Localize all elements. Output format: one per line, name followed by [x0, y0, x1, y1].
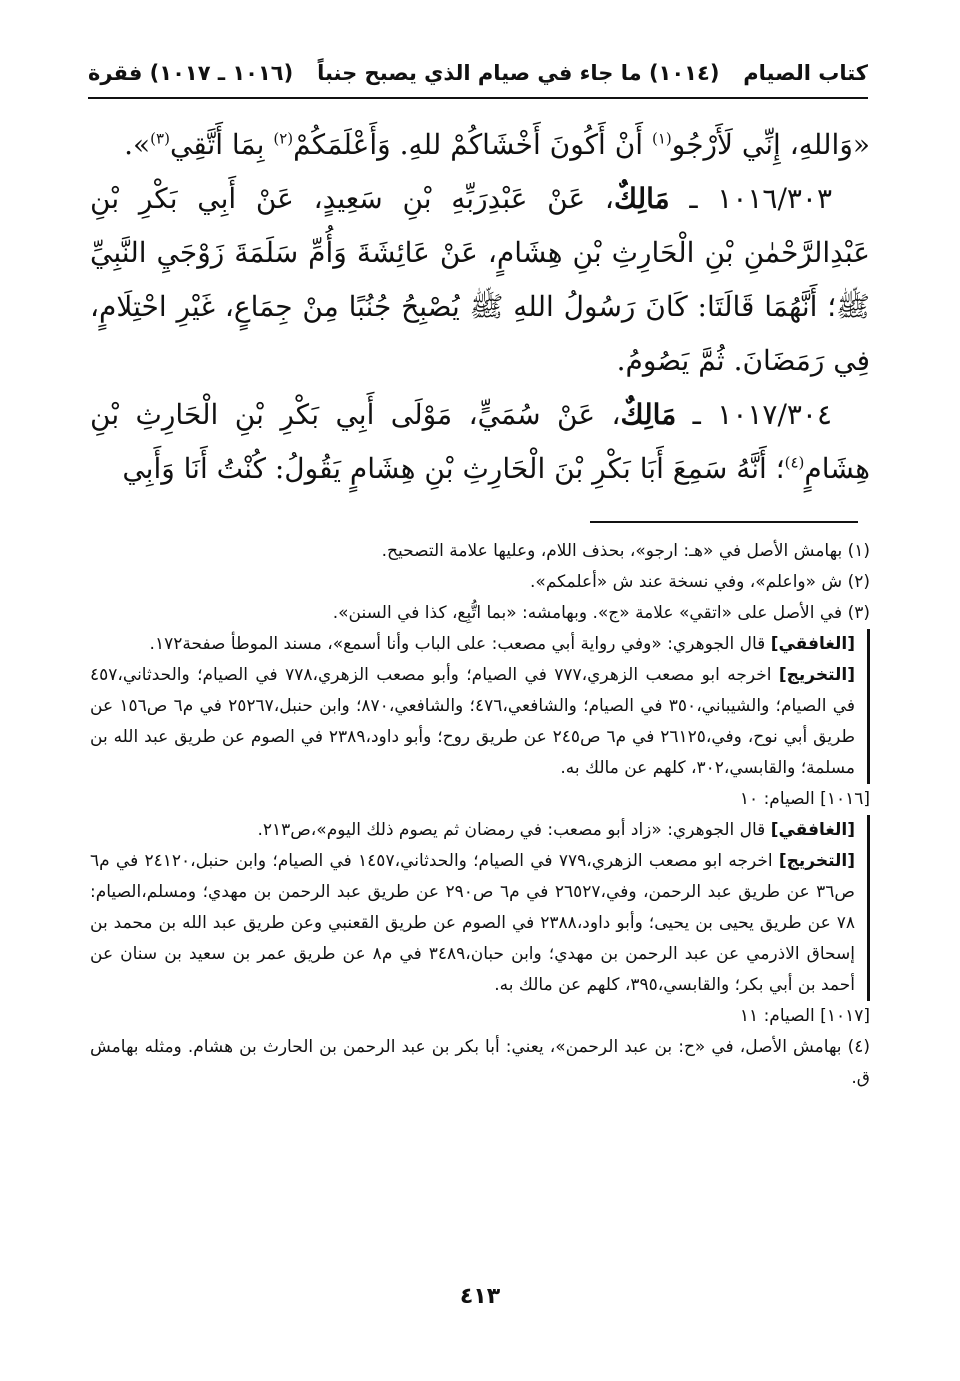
footnote-ref-4[interactable]: (٤) — [784, 453, 805, 472]
text-segment: «وَاللهِ، إِنِّي لَأَرْجُو — [671, 128, 870, 161]
note-text: اخرجه ابو مصعب الزهري،٧٧٧ في الصيام؛ وأبو مصعب الزهري،٧٧٨ في الصيام؛ والحدثاني،٤٥٧ في الصيام؛ والشيباني،٣٥٠ في الصيام؛ والشافعي،٤٧٦؛ والشافعي،٨٧٠؛ وابن حنبل،٢٥٢٦٧ في م٦ ص١٥٦ عن طريق أبي نوح، وفي،٢٦١٢٥ في م٦ ص٢٤٥ عن طريق روح؛ وأبو داود،٢٣٨٩ في الصوم عن طريق عبد الله بن مسلمة؛ والقابسي،٣٠٢، كلهم عن مالك به. — [90, 665, 856, 778]
footnote-ref-1[interactable]: (١) — [651, 129, 672, 148]
header-rule — [88, 97, 868, 99]
hadith-1017 — [90, 388, 870, 496]
ref-1017: [١٠١٧] الصيام: ١١ — [739, 1006, 870, 1026]
hadith-text: ؛ أَنَّهُ سَمِعَ أَبَا بَكْرِ بْنَ الْحَارِثِ بْنِ هِشَامٍ يَقُولُ: كُنْتُ أَنَا وَأَبِي — [122, 452, 785, 485]
hadith-number: ١٠١٧/٣٠٤ ـ — [676, 398, 832, 431]
footnote-rule — [590, 521, 858, 523]
footnote-2: (٢) ش «واعلم»، وفي نسخة عند ش «أعلمكم». — [530, 572, 870, 592]
footnotes — [90, 536, 870, 1094]
footnote-3: (٣) في الأصل على «اتقي» علامة «ج». وبهامشه: «بما اتُّبِع، كذا في السنن». — [332, 603, 870, 623]
text-segment: أَنْ أَكُونَ أَخْشَاكُمْ للهِ. وَأَعْلَمَكُمْ — [293, 128, 652, 161]
hadith-continuation — [90, 118, 870, 172]
hadith-text: ، عَنْ سُمَيٍّ، مَوْلَى أَبِي بَكْرِ بْنِ الْحَارِثِ بْنِ هِشَامٍ — [90, 398, 870, 485]
hadith-1016 — [90, 172, 870, 388]
hadith-number: ١٠١٦/٣٠٣ ـ — [669, 182, 832, 215]
footnote-ref-3[interactable]: (٣) — [150, 129, 170, 148]
note-text: اخرجه ابو مصعب الزهري،٧٧٩ في الصيام؛ والحدثاني،١٤٥٧ في الصيام؛ وابن حنبل،٢٤١٢٠ في م٦ ص٣٦ عن طريق عبد الرحمن، وفي،٢٦٥٢٧ في م٦ ص٢٩٠ عن طريق عبد الرحمن بن مهدي؛ ومسلم،الصيام: ٧٨ عن طريق يحيى بن يحيى؛ وأبو داود،٢٣٨٨ في الصوم عن طريق القعنبي وعن طريق عبد الله بن محمد بن إسحاق الاذرمي عن عبد الرحمن بن مهدي؛ وابن حبان،٣٤٨٩ في م٨ عن طريق عمر بن سعيد بن سنان عن أحمد بن أبي بكر؛ والقابسي،٣٩٥، كلهم عن مالك به. — [90, 851, 855, 995]
note-text: قال الجوهري: «وفي رواية أبي مصعب: على الباب وأنا أسمع»، مسند الموطأ صفحة١٧٢. — [149, 634, 771, 654]
text-segment: ». — [124, 128, 151, 161]
main-text — [90, 118, 870, 496]
header-book-title: كتاب الصيام — [743, 61, 868, 85]
footnote-ref-2[interactable]: (٢) — [273, 129, 294, 148]
ghafiqi-tag: [الغافقي] — [770, 634, 855, 654]
footnote-1: (١) بهامش الأصل في «هـ: ارجو»، بحذف اللام، وعليها علامة التصحيح. — [381, 541, 870, 561]
ghafiqi-note-1 — [90, 629, 870, 660]
ghafiqi-note-2 — [90, 815, 870, 846]
ref-1016: [١٠١٦] الصيام: ١٠ — [739, 789, 870, 809]
narrator-name: مَالِكٌ — [613, 182, 670, 215]
takhrij-note-1 — [90, 660, 870, 784]
narrator-name: مَالِكٌ — [620, 398, 677, 431]
running-header — [88, 52, 868, 94]
note-text: قال الجوهري: «زاد أبو مصعب: في رمضان ثم يصوم ذلك اليوم»،ص٢١٣. — [257, 820, 771, 840]
header-paragraph-range: (١٠١٦ ـ ١٠١٧) فقرة — [88, 61, 294, 85]
takhrij-tag: [التخريج] — [778, 665, 855, 685]
takhrij-tag: [التخريج] — [778, 851, 856, 871]
hadith-text: ، عَنْ عَبْدِرَبِّهِ بْنِ سَعِيدٍ، عَنْ أَبِي بَكْرِ بْنِ عَبْدِالرَّحْمٰنِ بْنِ الْحَارِثِ بْنِ هِشَامٍ، عَنْ عَائِشَةَ وَأُمِّ سَلَمَةَ زَوْجَيِ النَّبِيِّ ﷺ؛ أَنَّهُمَا قَالَتَا: كَانَ رَسُولُ اللهِ ﷺ يُصْبِحُ جُنُبًا مِنْ جِمَاعٍ، غَيْرِ احْتِلَامٍ، فِي رَمَضَانَ. ثُمَّ يَصُومُ. — [90, 182, 870, 377]
page-number: ٤١٣ — [459, 1284, 501, 1309]
takhrij-note-2 — [90, 846, 870, 1001]
footnote-4: (٤) بهامش الأصل، في «ح: بن عبد الرحمن»، يعني: أبا بكر بن عبد الرحمن بن الحارث بن هشام. ومثله بهامش ق. — [90, 1037, 870, 1088]
ghafiqi-tag: [الغافقي] — [770, 820, 855, 840]
text-segment: بِمَا أَتَّقِي — [169, 128, 274, 161]
header-chapter-title: (١٠١٤) ما جاء في صيام الذي يصبح جنباً — [317, 61, 720, 85]
